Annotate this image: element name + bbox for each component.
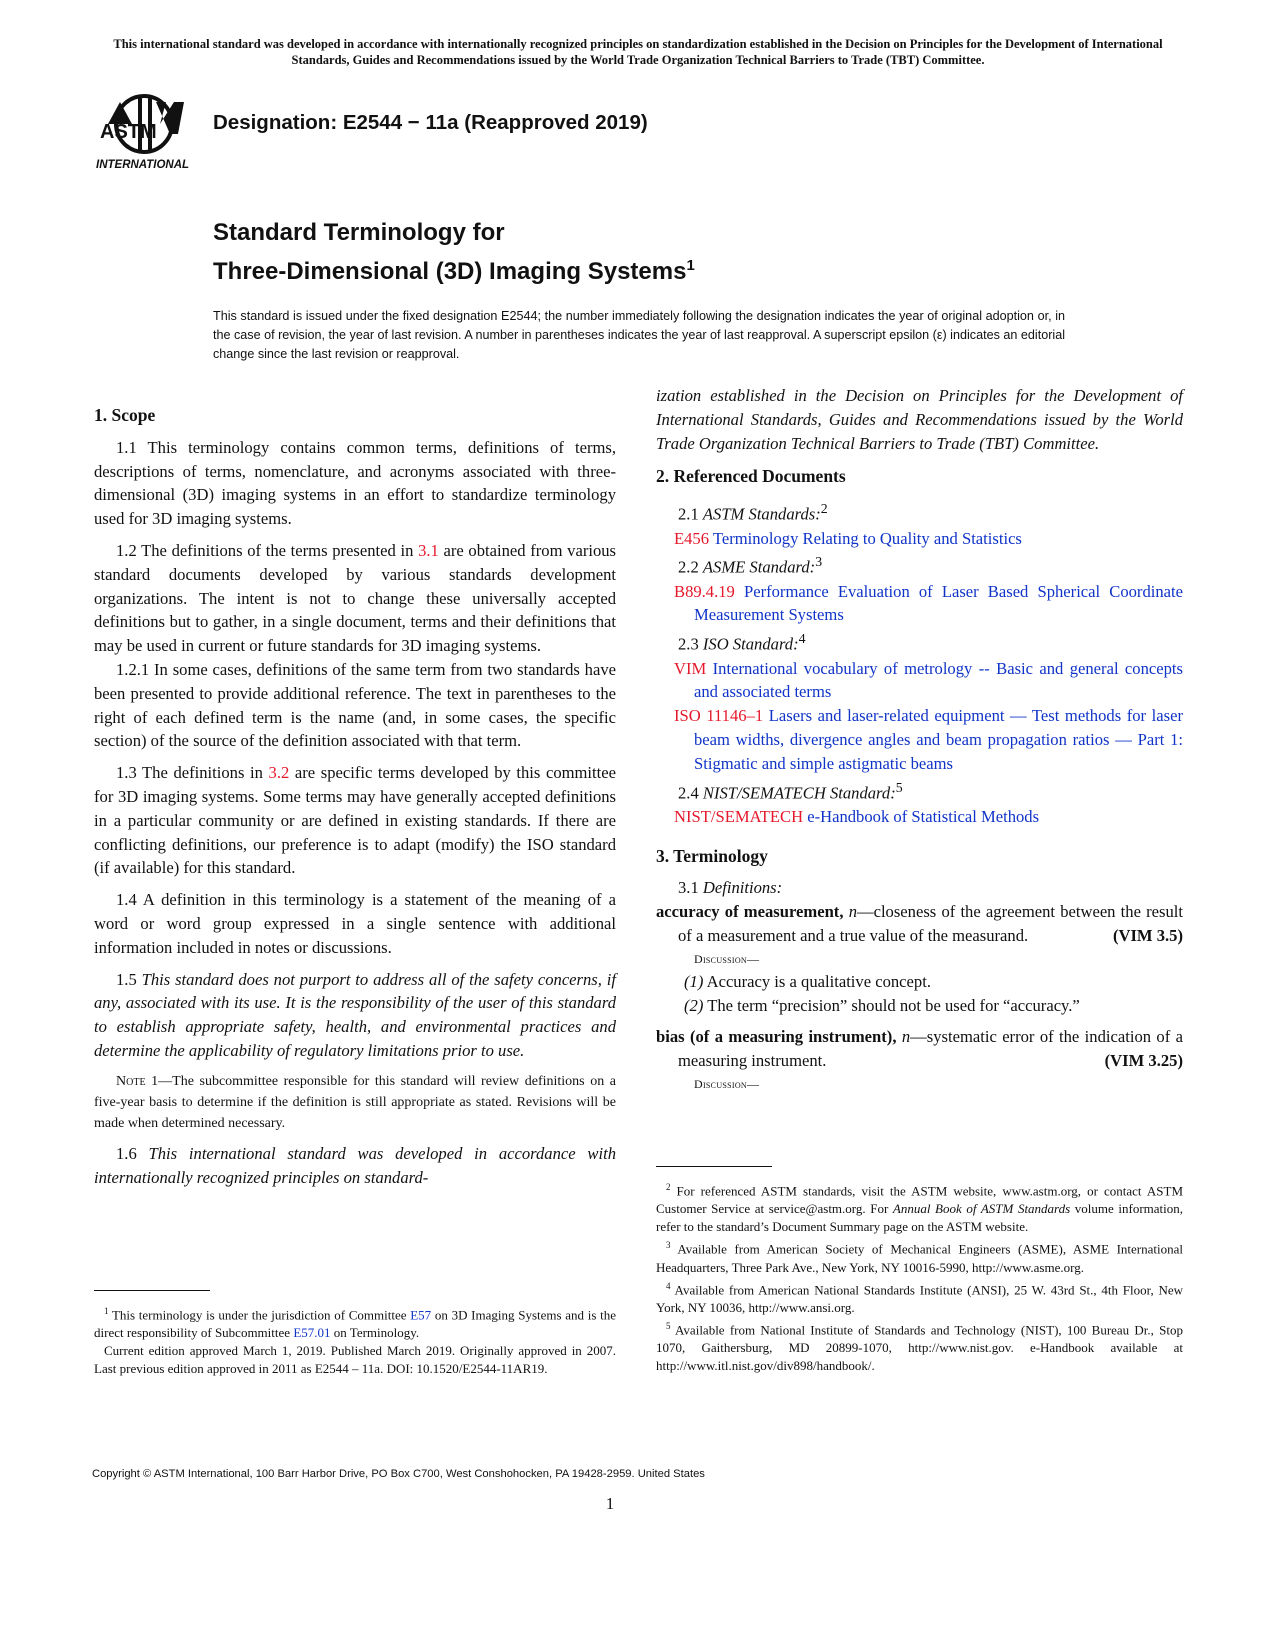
copyright: Copyright © ASTM International, 100 Barr Harbor Drive, PO Box C700, West Conshohocken, PA 19428-2959. United States <box>92 1468 705 1480</box>
para-1-2: 1.2 The definitions of the terms presented in 3.1 are obtained from various standard documents developed by various standards development organizations. The intent is not to change these universally accepted definitions but to gather, in a single document, terms and their definitions that may be used in current or future standards for 3D imaging systems. <box>94 540 617 656</box>
astm-logo <box>94 84 198 184</box>
footnote-1: $^1$ This terminology is under the jurisdiction of Committee E57 on 3D Imaging Systems and is the direct responsibility of Subcommittee E57.01 on Terminology. <box>94 1306 616 1341</box>
designation: Designation: E2544 − 11a (Reapproved 2019) <box>213 111 648 134</box>
footnote-1-edition: Current edition approved March 1, 2019. Published March 2019. Originally approved in 2007. Last previous edition approved in 2011 as E2544 – 11a. DOI: 10.1520/E2544-11AR19. <box>94 1343 616 1377</box>
references-heading: 2. Referenced Documents <box>656 466 846 487</box>
para-1-6: 1.6 This international standard was developed in accordance with internationally recognized principles on standard- <box>94 1143 617 1187</box>
footnotes-right <box>656 1178 1183 1375</box>
link-e57[interactable]: E57 <box>410 1307 432 1323</box>
ref-vim[interactable]: VIM International vocabulary of metrology -- Basic and general concepts and associated terms <box>674 658 1183 702</box>
left-column <box>94 404 616 1189</box>
footnote-4: $^4$ Available from American National Standards Institute (ANSI), 25 W. 43rd St., 4th Floor, New York, NY 10036, http://www.ansi.org. <box>656 1280 1183 1315</box>
discussion-label: Discussion— <box>694 951 760 966</box>
section-2-1: 2.1 ASTM Standards:$^2$ <box>678 501 828 524</box>
title-footnote-mark: 1 <box>686 257 695 274</box>
link-3-2[interactable]: 3.2 <box>268 763 290 783</box>
logo-text-top: ASTM <box>100 121 157 143</box>
para-1-1: 1.1 This terminology contains common terms, definitions of terms, descriptions of terms, nomenclature, and acronyms associated with three-dimensional (3D) imaging systems in an effort to standardize terminology used for 3D imaging systems. <box>94 437 616 529</box>
para-1-3: 1.3 The definitions in 3.2 are specific terms developed by this committee for 3D imaging systems. Some terms may have generally accepted definitions in a particular community or are defined in existing standards. If there are conflicting definitions, our preference is to adapt (modify) the ISO standard (if available) for this standard. <box>94 763 616 878</box>
footnotes-left <box>94 1302 616 1378</box>
terminology-heading: 3. Terminology <box>656 845 768 866</box>
footnote-3: $^3$ Available from American Society of Mechanical Engineers (ASME), ASME International Headquarters, Three Park Ave., New York, NY 10016-5990, http://www.asme.org. <box>656 1240 1183 1275</box>
term-bias: bias (of a measuring instrument), n—systematic error of the indication of a measuring instrument. (VIM 3.25) <box>656 1027 1183 1071</box>
section-2-4: 2.4 NIST/SEMATECH Standard:$^5$ <box>678 779 903 803</box>
para-1-5: 1.5 This standard does not purport to address all of the safety concerns, if any, associated with its use. It is the responsibility of the user of this standard to establish appropriate safety, health, and environmental practices and determine the applicability of regulatory limitations prior to use. <box>94 969 617 1060</box>
footnote-5: $^5$ Available from National Institute of Standards and Technology (NIST), 100 Bureau Dr., Stop 1070, Gaithersburg, MD 20899-1070, http://www.nist.gov. e-Handbook available at http://www.itl.nist.gov/div898/handbook/. <box>656 1320 1183 1374</box>
discussion-label-2: Discussion— <box>694 1077 760 1092</box>
section-2-3: 2.3 ISO Standard:$^4$ <box>678 631 806 654</box>
page-title <box>213 216 695 288</box>
title-line-1: Standard Terminology for <box>213 219 505 246</box>
ref-iso-11146[interactable]: ISO 11146–1 Lasers and laser-related equipment — Test methods for laser beam widths, divergence angles and beam propagation ratios — Part 1: Stigmatic and simple astigmatic beams <box>674 706 1183 773</box>
right-column <box>656 386 1183 1095</box>
issuance-note: This standard is issued under the fixed designation E2544; the number immediately following the designation indicates the year of original adoption or, in the case of revision, the year of last revision. A number in parentheses indicates the year of last reapproval. A superscript epsilon (ε) indicates an editorial change since the last revision or reapproval. <box>213 309 1065 361</box>
note-1: Note 1—The subcommittee responsible for this standard will review definitions on a five-year basis to determine if the definition is still appropriate as stated. Revisions will be made when determined necessary. <box>94 1073 616 1131</box>
page-number: 1 <box>605 1494 615 1513</box>
term-accuracy: accuracy of measurement, n—closeness of the agreement between the result of a measurement and a true value of the measurand. (VIM 3.5) <box>656 902 1183 946</box>
section-3-1: 3.1 Definitions: <box>678 878 783 898</box>
para-1-2-1: 1.2.1 In some cases, definitions of the same term from two standards have been presented to provide additional reference. The text in parentheses to the right of each defined term is the name (and, in some cases, the specific section) of the source of the definition associated with that term. <box>94 659 616 751</box>
para-1-4: 1.4 A definition in this terminology is a statement of the meaning of a word or word group expressed in a single sentence with additional information included in notes or discussions. <box>94 890 616 957</box>
ref-nist[interactable]: NIST/SEMATECH e-Handbook of Statistical Methods <box>674 806 1040 826</box>
footnote-rule-left <box>94 1290 210 1291</box>
link-3-1[interactable]: 3.1 <box>418 540 439 560</box>
link-e57-01[interactable]: E57.01 <box>293 1325 331 1341</box>
header-note: This international standard was developed in accordance with internationally recognized principles on standardization established in the Decision on Principles for the Development of International Standards, Guides and Recommendations issued by the World Trade Organization Technical Barriers to Trade (TBT) Committee. <box>113 37 1163 67</box>
scope-heading: 1. Scope <box>94 405 156 425</box>
logo-text-bottom: INTERNATIONAL <box>96 159 190 171</box>
ref-b89[interactable]: B89.4.19 Performance Evaluation of Laser Based Spherical Coordinate Measurement Systems <box>674 581 1183 625</box>
section-2-2: 2.2 ASME Standard:$^3$ <box>678 554 823 577</box>
title-line-2: Three-Dimensional (3D) Imaging Systems <box>213 258 687 285</box>
footnote-2: $^2$ For referenced ASTM standards, visit the ASTM website, www.astm.org, or contact ASTM Customer Service at service@astm.org. For Annual Book of ASTM Standards volume information, refer to the standard’s Document Summary page on the ASTM website. <box>656 1182 1184 1235</box>
discussion-item-1: (1) Accuracy is a qualitative concept. <box>684 971 931 991</box>
footnote-rule-right <box>656 1166 772 1167</box>
ref-e456[interactable]: E456 Terminology Relating to Quality and Statistics <box>674 528 1022 548</box>
discussion-item-2: (2) The term “precision” should not be used for “accuracy.” <box>684 995 1080 1015</box>
para-1-6-continued: ization established in the Decision on Principles for the Development of International Standards, Guides and Recommendations issued by the World Trade Organization Technical Barriers to Trade (TBT) Committee. <box>656 386 1183 453</box>
